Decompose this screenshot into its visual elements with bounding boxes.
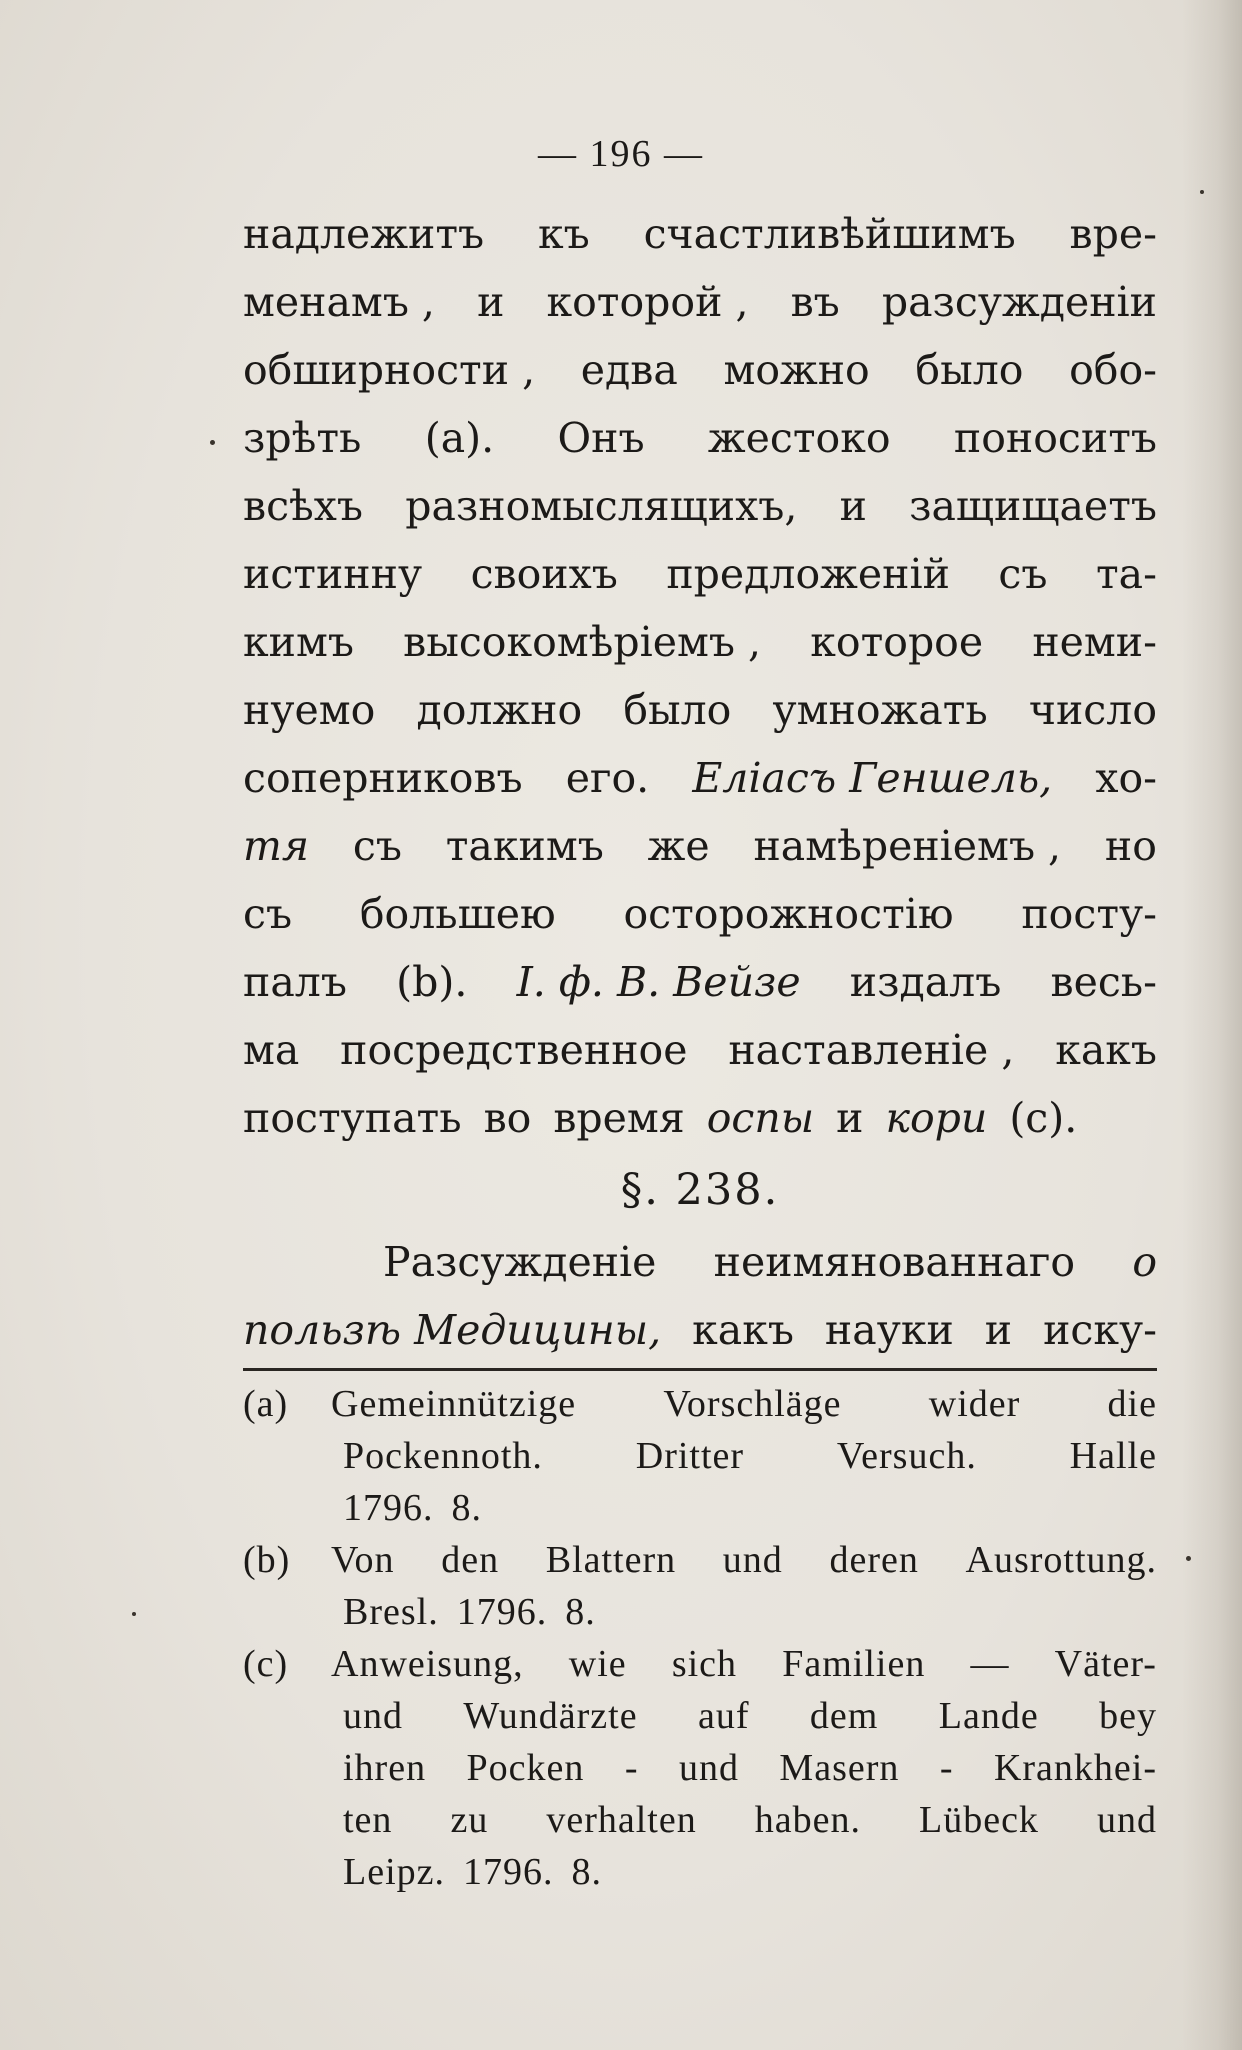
footnote-line xyxy=(243,1378,1157,1430)
word: весь- xyxy=(1050,958,1157,1006)
word: посту- xyxy=(1021,890,1157,938)
footnote-line xyxy=(243,1846,1157,1898)
word: и xyxy=(836,1094,864,1142)
main-text xyxy=(243,200,1157,1364)
word: 1796. xyxy=(463,1851,554,1893)
word: большею xyxy=(359,890,556,938)
word: палъ xyxy=(243,958,347,1006)
footnote-line xyxy=(243,1482,1157,1534)
word: Masern xyxy=(779,1747,900,1789)
word: менамъ , xyxy=(243,278,435,326)
word: едва xyxy=(580,346,678,394)
word: und xyxy=(722,1539,783,1581)
word: Halle xyxy=(1069,1435,1157,1477)
word: какъ xyxy=(1055,1026,1157,1074)
word: оспы xyxy=(706,1094,815,1142)
word: І. ф. В. Вейзе xyxy=(516,958,801,1006)
footnote-words xyxy=(331,1534,1157,1586)
word: Vorschläge xyxy=(663,1383,842,1425)
word: den xyxy=(441,1539,500,1581)
word: — xyxy=(970,1643,1010,1685)
footnote-words xyxy=(331,1638,1157,1690)
word: кимъ xyxy=(243,618,354,666)
footnote-label: (c) xyxy=(243,1643,289,1685)
word: издалъ xyxy=(849,958,1002,1006)
word: Familien xyxy=(782,1643,926,1685)
word: und xyxy=(343,1695,403,1737)
text-line xyxy=(243,880,1157,948)
word: хо- xyxy=(1095,754,1157,802)
word: обо- xyxy=(1069,346,1157,394)
footnote-line xyxy=(243,1586,1157,1638)
word: о xyxy=(1132,1238,1157,1286)
word: Wundärzte xyxy=(463,1695,638,1737)
paper-speck xyxy=(1200,190,1204,194)
word: та- xyxy=(1095,550,1157,598)
word: вре- xyxy=(1069,210,1157,258)
word: должно xyxy=(416,686,583,734)
text-line xyxy=(243,404,1157,472)
word: - xyxy=(939,1747,954,1789)
word: (а). xyxy=(424,414,495,462)
footnotes xyxy=(243,1378,1157,1898)
word: къ xyxy=(538,210,590,258)
word: соперниковъ xyxy=(243,754,523,802)
paper-speck xyxy=(132,1612,136,1616)
text-line xyxy=(243,676,1157,744)
word: счастливѣйшимъ xyxy=(643,210,1016,258)
word: предложеній xyxy=(666,550,950,598)
word: иску- xyxy=(1043,1306,1157,1354)
paper-speck xyxy=(1186,1556,1191,1561)
word: Gemeinnützige xyxy=(331,1383,577,1425)
word: 8. xyxy=(565,1591,596,1633)
word: съ xyxy=(352,822,402,870)
word: и xyxy=(477,278,505,326)
word: осторожностію xyxy=(623,890,954,938)
word: было xyxy=(915,346,1024,394)
word: но xyxy=(1104,822,1157,870)
word: такимъ xyxy=(445,822,604,870)
word: неимянованнаго xyxy=(713,1238,1076,1286)
footnote-rule xyxy=(243,1368,1157,1371)
word: und xyxy=(678,1747,739,1789)
word: и xyxy=(984,1306,1013,1354)
word: разсужденіи xyxy=(881,278,1157,326)
word: въ xyxy=(790,278,840,326)
word: Pocken xyxy=(466,1747,585,1789)
word: и xyxy=(839,482,867,530)
word: намѣреніемъ , xyxy=(753,822,1062,870)
word: поступать xyxy=(243,1094,462,1142)
footnote-line xyxy=(243,1534,1157,1586)
word: пользѣ Медицины, xyxy=(243,1306,662,1354)
word: bey xyxy=(1099,1695,1157,1737)
word: посредственное xyxy=(340,1026,688,1074)
word: зрѣть xyxy=(243,414,362,462)
word: которой , xyxy=(546,278,749,326)
word: число xyxy=(1028,686,1157,734)
word: Lande xyxy=(938,1695,1039,1737)
section-heading: §. 238. xyxy=(620,1165,780,1215)
footnote-line xyxy=(243,1794,1157,1846)
text-line xyxy=(243,336,1157,404)
word: deren xyxy=(829,1539,919,1581)
word: 1796. xyxy=(343,1487,434,1529)
word: Еліасъ Геншель, xyxy=(692,754,1053,802)
word: кори xyxy=(885,1094,988,1142)
word: неми- xyxy=(1032,618,1157,666)
word: съ xyxy=(998,550,1048,598)
footnote-label: (a) xyxy=(243,1383,289,1425)
text-line xyxy=(243,472,1157,540)
word: 8. xyxy=(451,1487,482,1529)
word: wie xyxy=(568,1643,627,1685)
word: (b). xyxy=(396,958,468,1006)
word: (с). xyxy=(1009,1094,1078,1142)
word: истинну xyxy=(243,550,423,598)
word: съ xyxy=(243,890,293,938)
word: можно xyxy=(723,346,870,394)
word: Разсужденіе xyxy=(383,1238,657,1286)
text-line xyxy=(243,1084,1157,1152)
word: Leipz. xyxy=(343,1851,446,1893)
word: тя xyxy=(243,822,310,870)
word: ihren xyxy=(343,1747,427,1789)
word: надлежитъ xyxy=(243,210,485,258)
text-line xyxy=(243,948,1157,1016)
word: время xyxy=(553,1094,685,1142)
footnote-label: (b) xyxy=(243,1539,291,1581)
paper-speck xyxy=(210,440,215,445)
word: Bresl. xyxy=(343,1591,439,1633)
word: Krankhei- xyxy=(993,1747,1157,1789)
word: поноситъ xyxy=(953,414,1157,462)
word: умножать xyxy=(772,686,988,734)
page-number: — 196 — xyxy=(538,133,704,175)
word: жестоко xyxy=(707,414,891,462)
word: защищаетъ xyxy=(909,482,1157,530)
word: dem xyxy=(809,1695,879,1737)
word: ten xyxy=(343,1799,393,1841)
word: какъ xyxy=(692,1306,794,1354)
text-line xyxy=(243,540,1157,608)
word: sich xyxy=(671,1643,738,1685)
word: Pockennoth. xyxy=(343,1435,543,1477)
text-line xyxy=(243,1228,1157,1296)
word: Anweisung, xyxy=(331,1643,524,1685)
word: 1796. xyxy=(456,1591,548,1633)
word: высокомѣріемъ , xyxy=(403,618,762,666)
word: Blattern xyxy=(545,1539,677,1581)
word: - xyxy=(624,1747,639,1789)
page-edge-shadow xyxy=(1182,0,1242,2050)
word: Lübeck xyxy=(918,1799,1039,1841)
text-line xyxy=(243,200,1157,268)
word: zu xyxy=(450,1799,489,1841)
word: Dritter xyxy=(635,1435,745,1477)
word: Онъ xyxy=(557,414,645,462)
text-line xyxy=(243,268,1157,336)
footnote-line xyxy=(243,1742,1157,1794)
word: наставленіе , xyxy=(728,1026,1015,1074)
text-line xyxy=(243,608,1157,676)
word: своихъ xyxy=(470,550,618,598)
word: же xyxy=(647,822,710,870)
word: которое xyxy=(810,618,984,666)
word: науки xyxy=(824,1306,954,1354)
word: 8. xyxy=(571,1851,603,1893)
word: haben. xyxy=(754,1799,861,1841)
word: die xyxy=(1107,1383,1157,1425)
word: всѣхъ xyxy=(243,482,363,530)
word: wider xyxy=(928,1383,1021,1425)
footnote-line xyxy=(243,1638,1157,1690)
text-line xyxy=(243,812,1157,880)
word: было xyxy=(623,686,732,734)
word: разномыслящихъ, xyxy=(405,482,798,530)
word: Väter- xyxy=(1054,1643,1157,1685)
word: verhalten xyxy=(546,1799,697,1841)
word: его. xyxy=(565,754,650,802)
word: auf xyxy=(697,1695,750,1737)
word: und xyxy=(1096,1799,1157,1841)
footnote-line xyxy=(243,1430,1157,1482)
word: Versuch. xyxy=(836,1435,977,1477)
footnote-line xyxy=(243,1690,1157,1742)
word: нуемо xyxy=(243,686,376,734)
footnote-words xyxy=(331,1378,1157,1430)
word: ма xyxy=(243,1026,300,1074)
word: обширности , xyxy=(243,346,536,394)
word: Von xyxy=(331,1539,395,1581)
word: Ausrottung. xyxy=(965,1539,1157,1581)
text-line xyxy=(243,744,1157,812)
word: во xyxy=(483,1094,532,1142)
text-line xyxy=(243,1016,1157,1084)
text-line xyxy=(243,1296,1157,1364)
